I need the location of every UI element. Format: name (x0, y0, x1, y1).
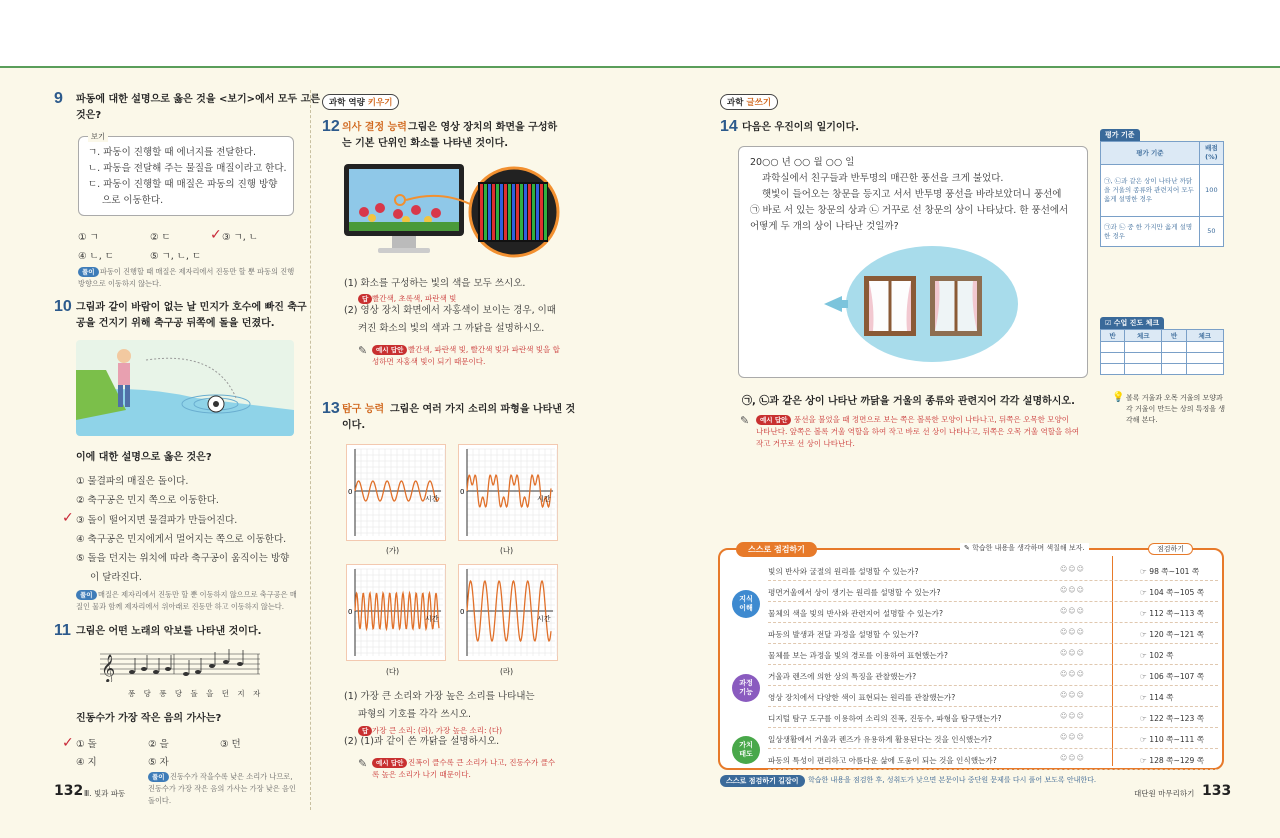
q10-choice3: ③ 돌이 떨어지면 물결파가 만들어진다. (76, 515, 238, 526)
top-margin (0, 0, 1280, 66)
lightbulb-icon: 💡 (1112, 392, 1125, 403)
q12-number: 12 (322, 118, 340, 135)
self-check-question: 파동의 특성이 편리하고 아름다운 삶에 도움이 되는 것을 인식했는가? (768, 756, 997, 765)
waveform-na (458, 444, 558, 541)
q13-text-line2: 이다. (342, 420, 366, 431)
section-name-left: Ⅲ. 빛과 파동 (84, 789, 126, 798)
page-reference: ☞ 112 쪽~113 쪽 (1140, 609, 1205, 618)
q9-solution-badge: 풀이 (78, 267, 99, 277)
svg-text:시간: 시간 (537, 495, 551, 503)
self-check-question: 디지털 탐구 도구를 이용하여 소리의 진폭, 진동수, 파형을 탐구했는가? (768, 714, 1002, 723)
q9-bogi-item1: ㄱ. 파동이 진행할 때 에너지를 전달한다. (88, 147, 256, 158)
q11-text: 그림은 어떤 노래의 악보를 나타낸 것이다. (76, 626, 262, 637)
q12-answer-badge: 답 (358, 294, 372, 304)
q9-choice4: ④ ㄴ, ㄷ (78, 251, 114, 262)
q12-sub2-line2: 켜진 화소의 빛의 색과 그 까닭을 설명하시오. (358, 323, 545, 334)
q9-text-line1: 파동에 대한 설명으로 옳은 것을 <보기>에서 모두 고른 (76, 94, 320, 105)
page-number-left: 132 (54, 783, 84, 799)
waveform-da (346, 564, 446, 661)
self-check-row (768, 644, 1218, 665)
q10-solution-badge: 풀이 (76, 590, 97, 600)
q14-number: 14 (720, 118, 738, 135)
q11-solution-badge: 풀이 (148, 772, 169, 782)
self-check-title: 스스로 점검하기 (736, 542, 817, 557)
waveform-ra (458, 564, 558, 661)
q11-lyrics: 퐁 당 퐁 당 돌 을 던 지 자 (128, 689, 264, 698)
q11-choice1: ① 돌 (76, 739, 97, 750)
q12-example-line1: 빨간색, 파란색 빛, 빨간색 빛과 파란색 빛을 합 (408, 345, 560, 354)
diary-line4: 어떻게 두 개의 상이 나타난 것일까? (750, 221, 899, 232)
q12-text-line1: 그림은 영상 장치의 화면을 구성하 (408, 122, 558, 133)
balloon-illustration (820, 242, 1030, 366)
q9-bogi-item4: 으로 이동한다. (102, 195, 164, 206)
q10-text-line2: 공을 건지기 위해 축구공 뒤쪽에 돌을 던졌다. (76, 318, 275, 329)
q9-choice2: ② ㄷ (150, 232, 171, 243)
svg-text:0: 0 (348, 608, 353, 616)
svg-text:0: 0 (460, 488, 465, 496)
q13-text-line1: 그림은 여러 가지 소리의 파형을 나타낸 것 (390, 404, 576, 415)
q9-choice1: ① ㄱ (78, 232, 99, 243)
self-check-question: 평면거울에서 상이 생기는 원리를 설명할 수 있는가? (768, 588, 941, 597)
page-reference: ☞ 110 쪽~111 쪽 (1140, 735, 1205, 744)
q11-choice2: ② 을 (148, 739, 169, 750)
rating-faces-icon[interactable]: ☺☺☺ (1060, 691, 1085, 699)
rating-faces-icon[interactable]: ☺☺☺ (1060, 649, 1085, 657)
q11-question: 진동수가 가장 작은 음의 가사는? (76, 713, 222, 724)
svg-text:시간: 시간 (425, 615, 439, 623)
category-knowledge: 지식 이해 (732, 590, 760, 618)
self-check-row (768, 728, 1218, 749)
q14-text: 다음은 우진이의 일기이다. (742, 122, 860, 133)
section-name-right: 대단원 마무리하기 (1134, 789, 1195, 798)
q13-skill: 탐구 능력 (342, 404, 385, 415)
q14-question: ㉠, ㉡과 같은 상이 나타난 까닭을 거울의 종류와 관련지어 각각 설명하시오. (742, 396, 1075, 407)
progress-title: ☑ 수업 진도 체크 (1100, 317, 1164, 329)
category-value: 가치 태도 (732, 736, 760, 764)
q14-example-line1: 풍선을 불었을 때 정면으로 보는 쪽은 볼록한 모양이 나타나고, 뒤쪽은 오목한 모양이 (794, 415, 1069, 424)
guide-text: 학습한 내용을 점검한 후, 성취도가 낮으면 본문이나 중단원 문제를 다시 풀어 보도록 안내한다. (808, 776, 1097, 784)
self-check-question: 물체의 색을 빛의 반사와 관련지어 설명할 수 있는가? (768, 609, 943, 618)
pencil-icon: ✎ (358, 757, 368, 770)
q13-example-badge: 예시 답안 (372, 758, 407, 768)
waveform-label-ga: (가) (386, 546, 400, 555)
diary-line1: 과학실에서 친구들과 반투명의 매끈한 풍선을 크게 불었다. (762, 173, 1004, 184)
page-reference: ☞ 98 쪽~101 쪽 (1140, 567, 1200, 576)
self-check-note: ✎ 학습한 내용을 생각하며 색칠해 보자. (960, 543, 1089, 553)
q10-text-line1: 그림과 같이 바람이 없는 날 민지가 호수에 빠진 축구 (76, 302, 307, 313)
q10-choice2: ② 축구공은 민지 쪽으로 이동한다. (76, 495, 219, 506)
q11-choice4: ④ 지 (76, 757, 97, 768)
self-check-question: 영상 장치에서 다양한 색이 표현되는 원리를 관찰했는가? (768, 693, 956, 702)
q9-bogi-item2: ㄴ. 파동을 전달해 주는 물질을 매질이라고 한다. (88, 163, 287, 174)
self-check-row (768, 749, 1218, 770)
q12-example-line2: 성하면 자홍색 빛이 되기 때문이다. (372, 357, 486, 366)
self-check-row (768, 686, 1218, 707)
answer-check-icon: ✓ (62, 510, 74, 526)
q13-sub1-line1: (1) 가장 큰 소리와 가장 높은 소리를 나타내는 (344, 691, 535, 702)
music-score (100, 648, 260, 682)
q9-choice5: ⑤ ㄱ, ㄴ, ㄷ (150, 251, 202, 262)
q12-text-line2: 는 기본 단위인 화소를 나타낸 것이다. (342, 138, 509, 149)
svg-text:0: 0 (460, 608, 465, 616)
answer-check-icon: ✓ (62, 735, 74, 751)
q10-solution-line1: 매질은 제자리에서 진동만 할 뿐 이동하지 않으므로 축구공은 매 (98, 590, 297, 599)
column-divider (310, 90, 311, 810)
q12-sub1: (1) 화소를 구성하는 빛의 색을 모두 쓰시오. (344, 278, 526, 289)
lake-illustration (76, 340, 294, 436)
diary-line2: 햇빛이 들어오는 창문을 등지고 서서 반투명 풍선을 바라보았더니 풍선에 (762, 189, 1062, 200)
q12-answer1: 빨간색, 초록색, 파란색 빛 (372, 294, 457, 303)
q9-choice3: ③ ㄱ, ㄴ (222, 232, 258, 243)
q10-choice5-cont: 이 달라진다. (90, 572, 142, 583)
criteria-title: 평가 기준 (1100, 129, 1140, 141)
q9-number: 9 (54, 90, 63, 107)
page-number-right: 133 (1202, 783, 1232, 799)
answer-check-icon: ✓ (210, 227, 222, 243)
self-check-question: 빛의 반사와 굴절의 원리를 설명할 수 있는가? (768, 567, 919, 576)
q10-solution-line2: 질인 물과 함께 제자리에서 위아래로 진동만 하고 이동하지 않는다. (76, 602, 285, 611)
self-check-question: 파동의 발생과 전달 과정을 설명할 수 있는가? (768, 630, 919, 639)
q9-text-line2: 것은? (76, 110, 102, 121)
self-check-row (768, 560, 1218, 581)
page-reference: ☞ 122 쪽~123 쪽 (1140, 714, 1205, 723)
q9-solution-line2: 방향으로 이동하지 않는다. (78, 279, 162, 288)
svg-text:𝄞: 𝄞 (101, 654, 116, 682)
diary-line3: ㉠ 바로 서 있는 창문의 상과 ㉡ 거꾸로 선 창문의 상이 나타났다. 한 풍선에서 (750, 205, 1069, 216)
q14-example-line3: 작고 거꾸로 선 상이 나타난다. (756, 439, 855, 448)
self-check-row (768, 602, 1218, 623)
rating-faces-icon[interactable]: ☺☺☺ (1060, 628, 1085, 636)
q9-bogi-item3: ㄷ. 파동이 진행할 때 매질은 파동의 진행 방향 (88, 179, 278, 190)
page-reference: ☞ 102 쪽 (1140, 651, 1174, 660)
q13-sub2: (2) (1)과 같이 쓴 까닭을 설명하시오. (344, 736, 500, 747)
self-check-ref-title: 점검하기 (1148, 543, 1193, 555)
rating-faces-icon[interactable]: ☺☺☺ (1060, 565, 1085, 573)
self-check-question: 일상생활에서 거울과 렌즈가 유용하게 활용된다는 것을 인식했는가? (768, 735, 992, 744)
criteria-table: 평가 기준 배점(%) ㉠, ㉡과 같은 상이 나타난 까닭을 거울의 종류와 관련지어 모두 옳게 설명한 경우 100 ㉠과 ㉡ 중 한 가지만 옳게 설명한 경우 50 (1100, 141, 1224, 247)
q14-example-badge: 예시 답안 (756, 415, 791, 425)
q11-choice5: ⑤ 자 (148, 757, 169, 768)
q11-solution-line3: 돌이다. (148, 796, 172, 805)
self-check-row (768, 665, 1218, 686)
rating-faces-icon[interactable]: ☺☺☺ (1060, 712, 1085, 720)
q13-answer1: 가장 큰 소리: (라), 가장 높은 소리: (다) (372, 726, 503, 735)
rating-faces-icon[interactable]: ☺☺☺ (1060, 607, 1085, 615)
q10-number: 10 (54, 298, 72, 315)
q10-choice1: ① 물결파의 매질은 돌이다. (76, 476, 189, 487)
q11-solution-line2: 진동수가 가장 작은 음의 가사는 가장 낮은 음인 (148, 784, 296, 793)
waveform-label-da: (다) (386, 667, 400, 676)
rating-faces-icon[interactable]: ☺☺☺ (1060, 733, 1085, 741)
q13-number: 13 (322, 400, 340, 417)
tip-text: 볼록 거울과 오목 거울의 모양과 각 거울이 만드는 상의 특징을 생각해 본다. (1126, 394, 1226, 424)
self-check-question: 물체를 보는 과정을 빛의 경로를 이용하여 표현했는가? (768, 651, 948, 660)
q10-choice4: ④ 축구공은 민지에게서 멀어지는 쪽으로 이동한다. (76, 534, 287, 545)
page-reference: ☞ 104 쪽~105 쪽 (1140, 588, 1205, 597)
waveform-label-na: (나) (500, 546, 514, 555)
pencil-icon: ✎ (358, 344, 368, 357)
svg-text:시간: 시간 (537, 615, 551, 623)
rating-faces-icon[interactable]: ☺☺☺ (1060, 670, 1085, 678)
self-check-question: 거울과 렌즈에 의한 상의 특징을 관찰했는가? (768, 672, 917, 681)
self-check-panel (718, 544, 1224, 770)
q11-solution-line1: 진동수가 작을수록 낮은 소리가 나므로, (170, 772, 293, 781)
q12-sub2-line1: (2) 영상 장치 화면에서 자홍색이 보이는 경우, 이때 (344, 305, 556, 316)
svg-text:0: 0 (348, 488, 353, 496)
q11-choice3: ③ 던 (220, 739, 241, 750)
progress-check (1100, 310, 1224, 375)
q11-number: 11 (54, 622, 71, 639)
page-reference: ☞ 128 쪽~129 쪽 (1140, 756, 1205, 765)
q10-question: 이에 대한 설명으로 옳은 것은? (76, 452, 212, 463)
q12-skill: 의사 결정 능력 (342, 122, 407, 133)
q12-example-badge: 예시 답안 (372, 345, 407, 355)
writing-tag: 과학 글쓰기 (720, 94, 778, 110)
rating-faces-icon[interactable]: ☺☺☺ (1060, 754, 1085, 762)
q14-example-line2: 나타난다. 앞쪽은 볼록 거울 역할을 하여 작고 바로 선 상이 나타나고, 뒤쪽은 오목 거울 역할을 하여 (756, 427, 1080, 436)
page-reference: ☞ 120 쪽~121 쪽 (1140, 630, 1205, 639)
waveform-label-ra: (라) (500, 667, 514, 676)
page-reference: ☞ 114 쪽 (1140, 693, 1174, 702)
self-check-row (768, 707, 1218, 728)
monitor-pixel-illustration (340, 160, 564, 272)
q13-answer-badge: 답 (358, 726, 372, 736)
page-reference: ☞ 106 쪽~107 쪽 (1140, 672, 1205, 681)
pencil-icon: ✎ (740, 414, 750, 427)
q13-example-line1: 진폭이 클수록 큰 소리가 나고, 진동수가 클수 (408, 758, 556, 767)
waveform-ga (346, 444, 446, 541)
guide-badge: 스스로 점검하기 길잡이 (720, 775, 805, 787)
q9-bogi-title: 보기 (88, 131, 108, 142)
progress-table[interactable]: 반 체크 반 체크 (1100, 329, 1224, 375)
rating-faces-icon[interactable]: ☺☺☺ (1060, 586, 1085, 594)
q9-solution-line1: 파동이 진행할 때 매질은 제자리에서 진동만 할 뿐 파동의 진행 (100, 267, 295, 276)
competency-tag: 과학 역량 키우기 (322, 94, 399, 110)
self-check-row (768, 581, 1218, 602)
svg-text:시간: 시간 (425, 495, 439, 503)
q13-sub1-line2: 파형의 기호를 각각 쓰시오. (358, 709, 472, 720)
diary-date: 20○○ 년 ○○ 월 ○○ 일 (750, 157, 855, 168)
category-process: 과정 기능 (732, 674, 760, 702)
self-check-row (768, 623, 1218, 644)
grading-criteria (1100, 122, 1224, 247)
q13-example-line2: 록 높은 소리가 나기 때문이다. (372, 770, 471, 779)
q10-choice5: ⑤ 돌을 던지는 위치에 따라 축구공이 움직이는 방향 (76, 553, 290, 564)
